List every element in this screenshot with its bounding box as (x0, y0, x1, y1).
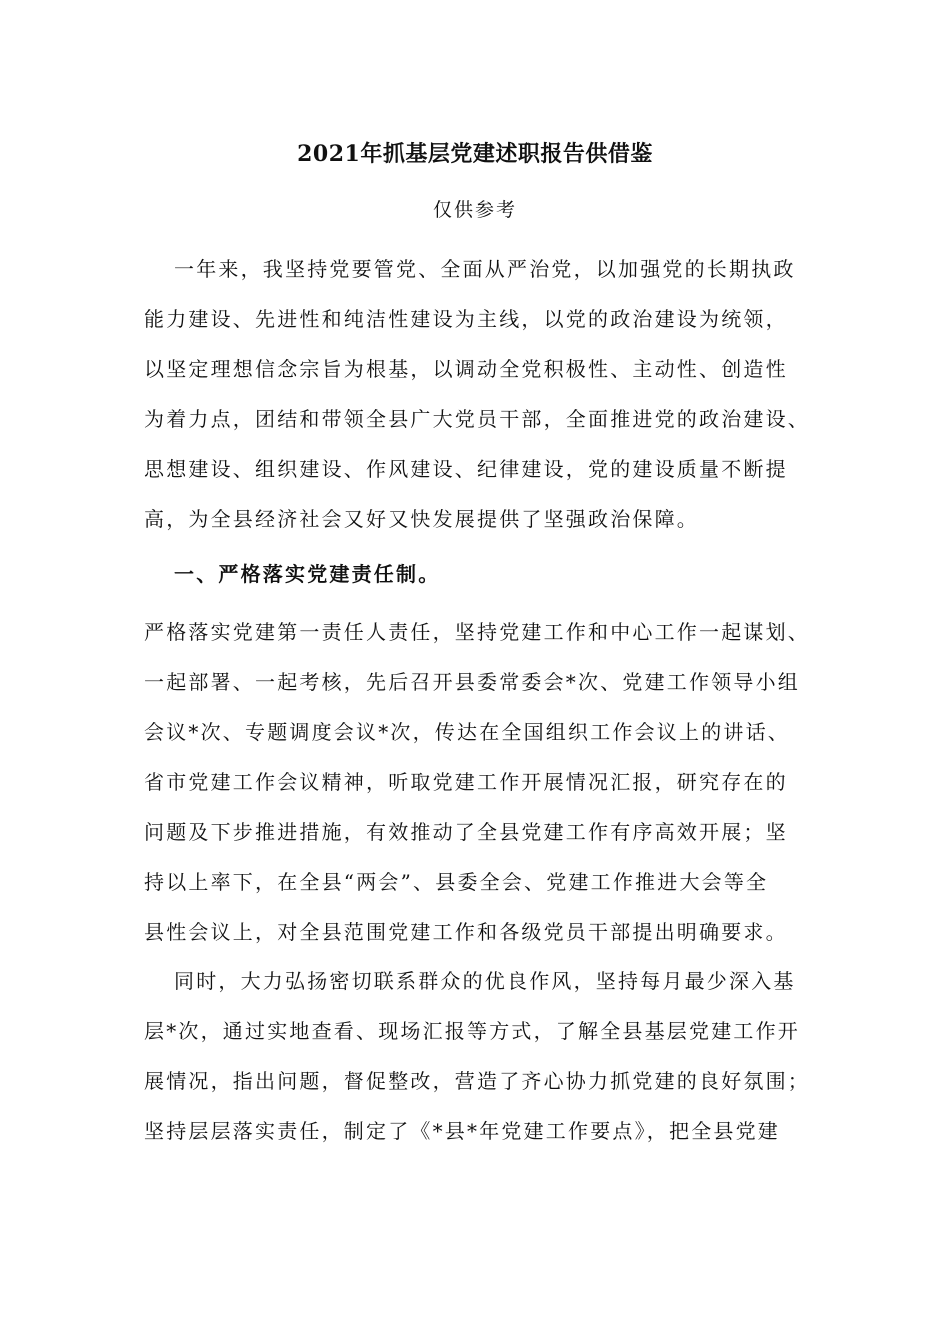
paragraph-line: 坚持层层落实责任，制定了《*县*年党建工作要点》，把全县党建 (144, 1119, 780, 1143)
paragraph-line: 省市党建工作会议精神，听取党建工作开展情况汇报，研究存在的 (144, 770, 788, 794)
intro-paragraph (144, 244, 824, 544)
paragraph-line: 一年来，我坚持党要管党、全面从严治党，以加强党的长期执政 (174, 257, 796, 281)
paragraph-line: 县性会议上，对全县范围党建工作和各级党员干部提出明确要求。 (144, 920, 788, 944)
paragraph-line: 层*次，通过实地查看、现场汇报等方式，了解全县基层党建工作开 (144, 1019, 800, 1043)
section-heading: 一、严格落实党建责任制。 (174, 562, 441, 586)
paragraph-line: 严格落实党建第一责任人责任，坚持党建工作和中心工作一起谋划、 (144, 620, 810, 644)
document-title: 2021年抓基层党建述职报告供借鉴 (297, 141, 653, 167)
paragraph-line: 问题及下步推进措施，有效推动了全县党建工作有序高效开展；坚 (144, 820, 788, 844)
document-subtitle: 仅供参考 (432, 199, 517, 221)
paragraph-line: 持以上率下，在全县“两会”、县委全会、党建工作推进大会等全 (144, 870, 769, 894)
paragraph-line: 为着力点，团结和带领全县广大党员干部，全面推进党的政治建设、 (144, 407, 810, 431)
paragraph-line: 以坚定理想信念宗旨为根基，以调动全党积极性、主动性、创造性 (144, 357, 788, 381)
paragraph-line: 能力建设、先进性和纯洁性建设为主线，以党的政治建设为统领， (144, 307, 788, 331)
paragraph-line: 同时，大力弘扬密切联系群众的优良作风，坚持每月最少深入基 (174, 969, 796, 993)
section-paragraph (144, 607, 824, 957)
paragraph-line: 思想建设、组织建设、作风建设、纪律建设，党的建设质量不断提 (144, 457, 788, 481)
paragraph-line: 高，为全县经济社会又好又快发展提供了坚强政治保障。 (144, 507, 699, 531)
followup-paragraph (144, 956, 824, 1156)
paragraph-line: 会议*次、专题调度会议*次，传达在全国组织工作会议上的讲话、 (144, 720, 790, 744)
paragraph-line: 展情况，指出问题，督促整改，营造了齐心协力抓党建的良好氛围； (144, 1069, 810, 1093)
paragraph-line: 一起部署、一起考核，先后召开县委常委会*次、党建工作领导小组 (144, 670, 800, 694)
section-heading-block (144, 549, 824, 599)
